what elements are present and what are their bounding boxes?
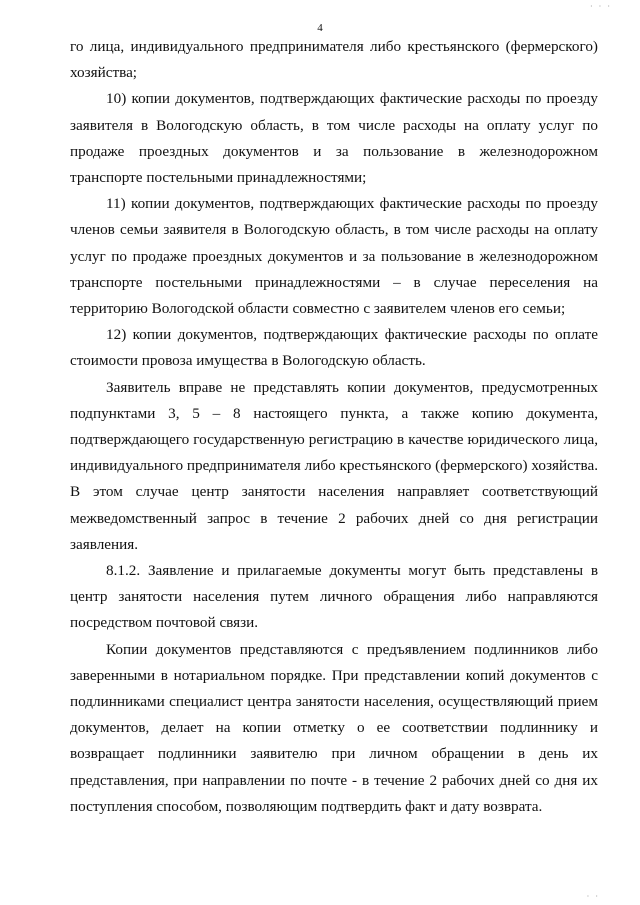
- paragraph-item-12: 12) копии документов, подтверждающих фактические расходы по оплате стоимости провоза имущества в Вологодскую область.: [70, 326, 598, 370]
- corner-mark-bottom: · ·: [586, 892, 600, 901]
- paragraph-continuation: го лица, индивидуального предпринимателя либо крестьянского (фермерского) хозяйства;: [70, 38, 598, 82]
- page-number: 4: [317, 22, 323, 34]
- paragraph-copies-procedure: Копии документов представляются с предъявлением подлинников либо заверенными в нотариальном порядке. При представлении копий документов с подлинниками специалист центра занятости населения, осуществляющий прием документов, делает на копии отметку о ее соответствии подлиннику и возвращает подлинники заявителю при личном обращении в день их представления, при направлении по почте - в течение 2 рабочих дней со дня их поступления способом, позволяющим подтвердить факт и дату возврата.: [70, 640, 598, 815]
- paragraph-item-10: 10) копии документов, подтверждающих фактические расходы по проезду заявителя в Вологодскую область, в том числе расходы на оплату услуг по продаже проездных документов и за пользование в железнодорожном транспорте постельными принадлежностями;: [70, 90, 598, 187]
- document-body: [70, 34, 598, 820]
- paragraph-item-11: 11) копии документов, подтверждающих фактические расходы по проезду членов семьи заявителя в Вологодскую область, в том числе расходы на оплату услуг по продаже проездных документов и за пользование в железнодорожном транспорте постельными принадлежностями – в случае переселения на территорию Вологодской области совместно с заявителем членов его семьи;: [70, 195, 598, 318]
- paragraph-section-8-1-2: 8.1.2. Заявление и прилагаемые документы могут быть представлены в центр занятости населения путем личного обращения либо направляются посредством почтовой связи.: [70, 562, 598, 632]
- paragraph-applicant-right: Заявитель вправе не представлять копии документов, предусмотренных подпунктами 3, 5 – 8 настоящего пункта, а также копию документа, подтверждающего государственную регистрацию в качестве юридического лица, индивидуального предпринимателя либо крестьянского (фермерского) хозяйства. В этом случае центр занятости населения направляет соответствующий межведомственный запрос в течение 2 рабочих дней со дня регистрации заявления.: [70, 378, 598, 553]
- corner-mark-top: · · ·: [590, 2, 612, 11]
